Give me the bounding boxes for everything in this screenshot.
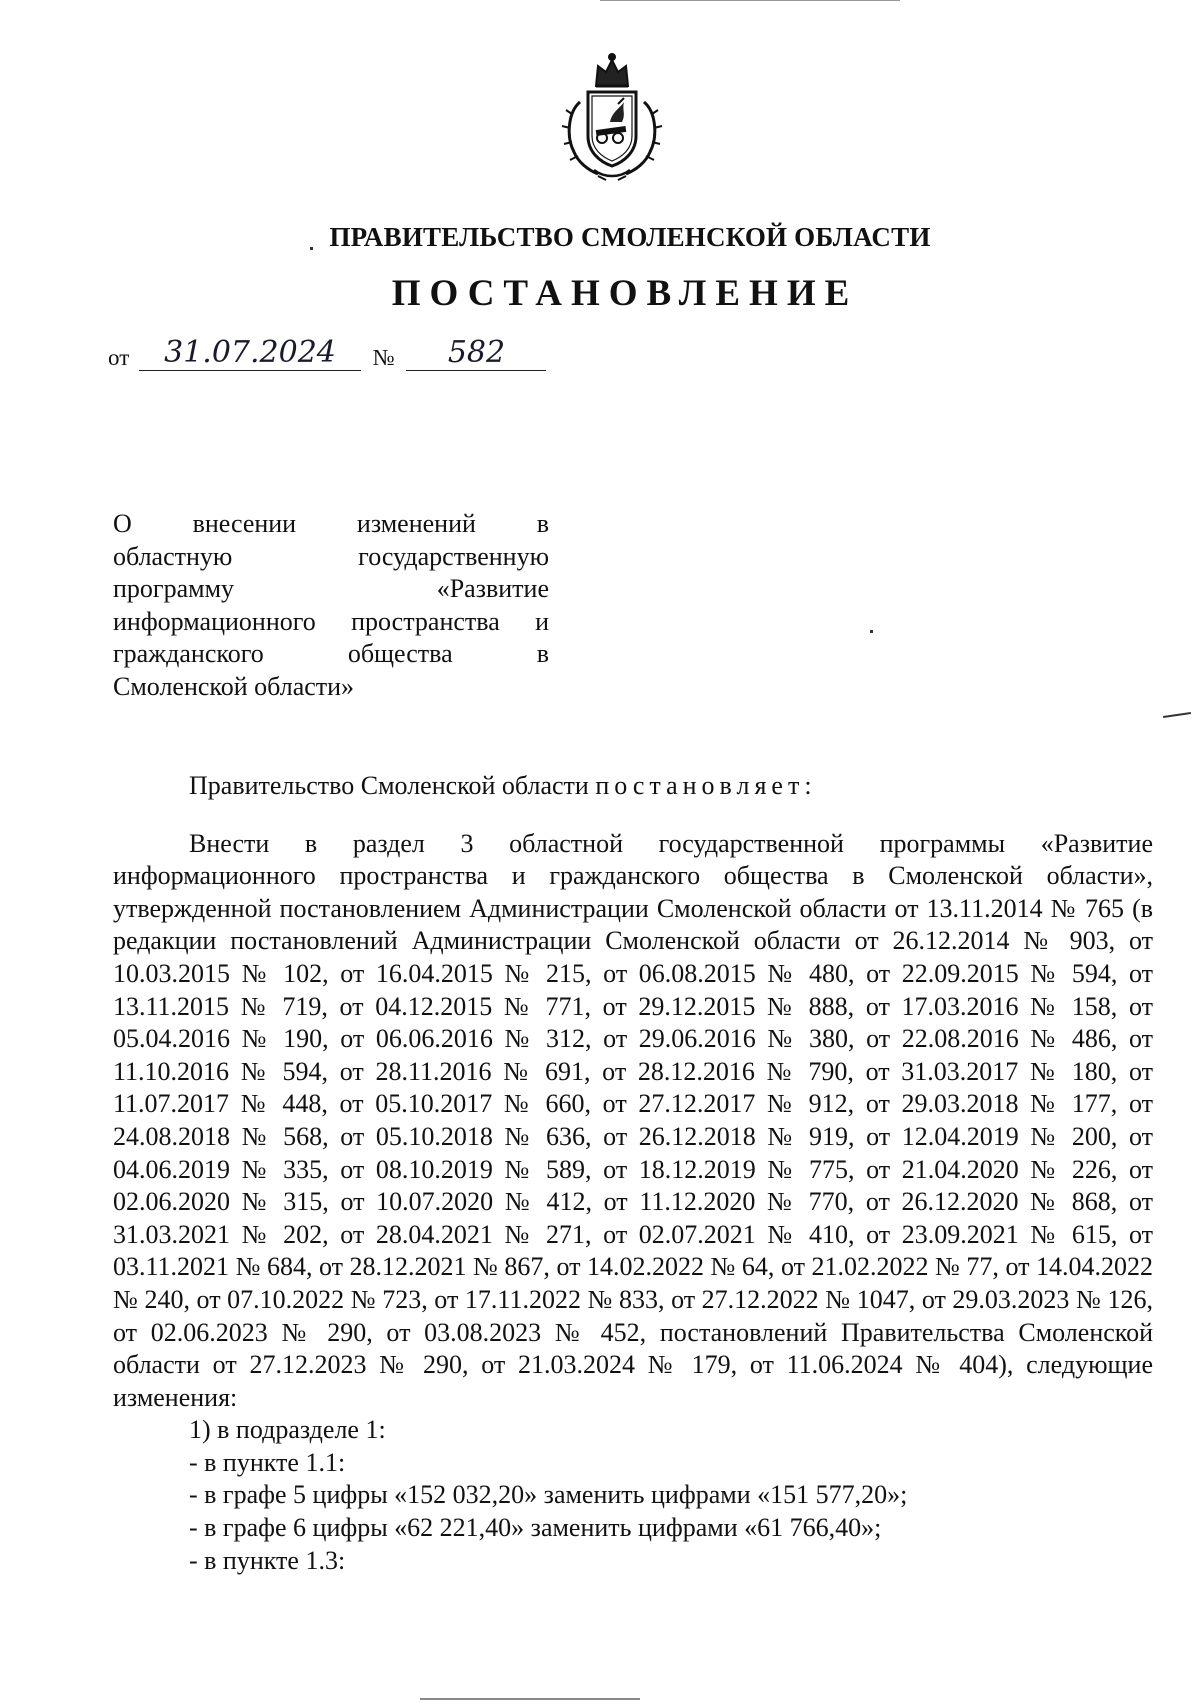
subject-line: программу «Развитие (113, 574, 549, 604)
resolve-suffix: : (804, 771, 812, 800)
list-item: - в пункте 1.1: (189, 1447, 346, 1477)
document-body (113, 770, 1153, 1577)
main-paragraph: Внести в раздел 3 областной государственной программы «Развитие информационного пространства и гражданского общества в Смоленской области», утвержденной постановлением Администрации Смоленской области от 13.11.2014 № 765 (в редакции постановлений Администрации Смоленской области от 26.12.2014 № 903, от 10.03.2015 № 102, от 16.04.2015 № 215, от 06.08.2015 № 480, от 22.09.2015 № 594, от 13.11.2015 № 719, от 04.12.2015 № 771, от 29.12.2015 № 888, от 17.03.2016 № 158, от 05.04.2016 № 190, от 06.06.2016 № 312, от 29.06.2016 № 380, от 22.08.2016 № 486, от 11.10.2016 № 594, от 28.11.2016 № 691, от 28.12.2016 № 790, от 31.03.2017 № 180, от 11.07.2017 № 448, от 05.10.2017 № 660, от 27.12.2017 № 912, от 29.03.2018 № 177, от 24.08.2018 № 568, от 05.10.2018 № 636, от 26.12.2018 № 919, от 12.04.2019 № 200, от 04.06.2019 № 335, от 08.10.2019 № 589, от 18.12.2019 № 775, от 21.04.2020 № 226, от 02.06.2020 № 315, от 10.07.2020 № 412, от 11.12.2020 № 770, от 26.12.2020 № 868, от 31.03.2021 № 202, от 28.04.2021 № 271, от 02.07.2021 № 410, от 23.09.2021 № 615, от 03.11.2021 № 684, от 28.12.2021 № 867, от 14.02.2022 № 64, от 21.02.2022 № 77, от 14.04.2022 № 240, от 07.10.2022 № 723, от 17.11.2022 № 833, от 27.12.2022 № 1047, от 29.03.2023 № 126, от 02.06.2023 № 290, от 03.08.2023 № 452, постановлений Правительства Смоленской области от 27.12.2023 № 290, от 21.03.2024 № 179, от 11.06.2024 № 404), следующие изменения: (113, 828, 1153, 1412)
coat-of-arms-icon (558, 52, 666, 182)
date-value: 31.07.2024 (139, 336, 361, 371)
document-type: ПОСТАНОВЛЕНИЕ (391, 273, 859, 314)
resolve-line (113, 770, 1153, 803)
subject-line: информационного пространства и (113, 606, 549, 636)
scan-mark (600, 0, 900, 1)
subject-line: О внесении изменений в (113, 509, 549, 538)
scan-mark (310, 247, 313, 250)
scan-mark (1163, 712, 1191, 718)
list-item: - в пункте 1.3: (189, 1545, 346, 1575)
date-number-line (108, 336, 546, 371)
list-item: - в графе 6 цифры «62 221,40» заменить цифрами «61 766,40»; (189, 1513, 882, 1543)
subject-line: областную государственную (113, 541, 549, 571)
scan-mark (870, 630, 873, 633)
subject-line: гражданского общества в (113, 639, 549, 669)
number-value: 582 (406, 336, 546, 371)
scan-mark (420, 1698, 640, 1700)
date-label: от (108, 345, 130, 370)
list-item: - в графе 5 цифры «152 032,20» заменить цифрами «151 577,20»; (189, 1480, 908, 1510)
government-title: ПРАВИТЕЛЬСТВО СМОЛЕНСКОЙ ОБЛАСТИ (329, 222, 931, 252)
number-label: № (372, 345, 395, 370)
document-subject (113, 508, 549, 704)
resolve-prefix: Правительство Смоленской области (189, 771, 596, 800)
subject-line: Смоленской области» (113, 671, 355, 701)
resolve-word: постановляет (595, 771, 805, 800)
list-item: 1) в подразделе 1: (189, 1415, 386, 1445)
